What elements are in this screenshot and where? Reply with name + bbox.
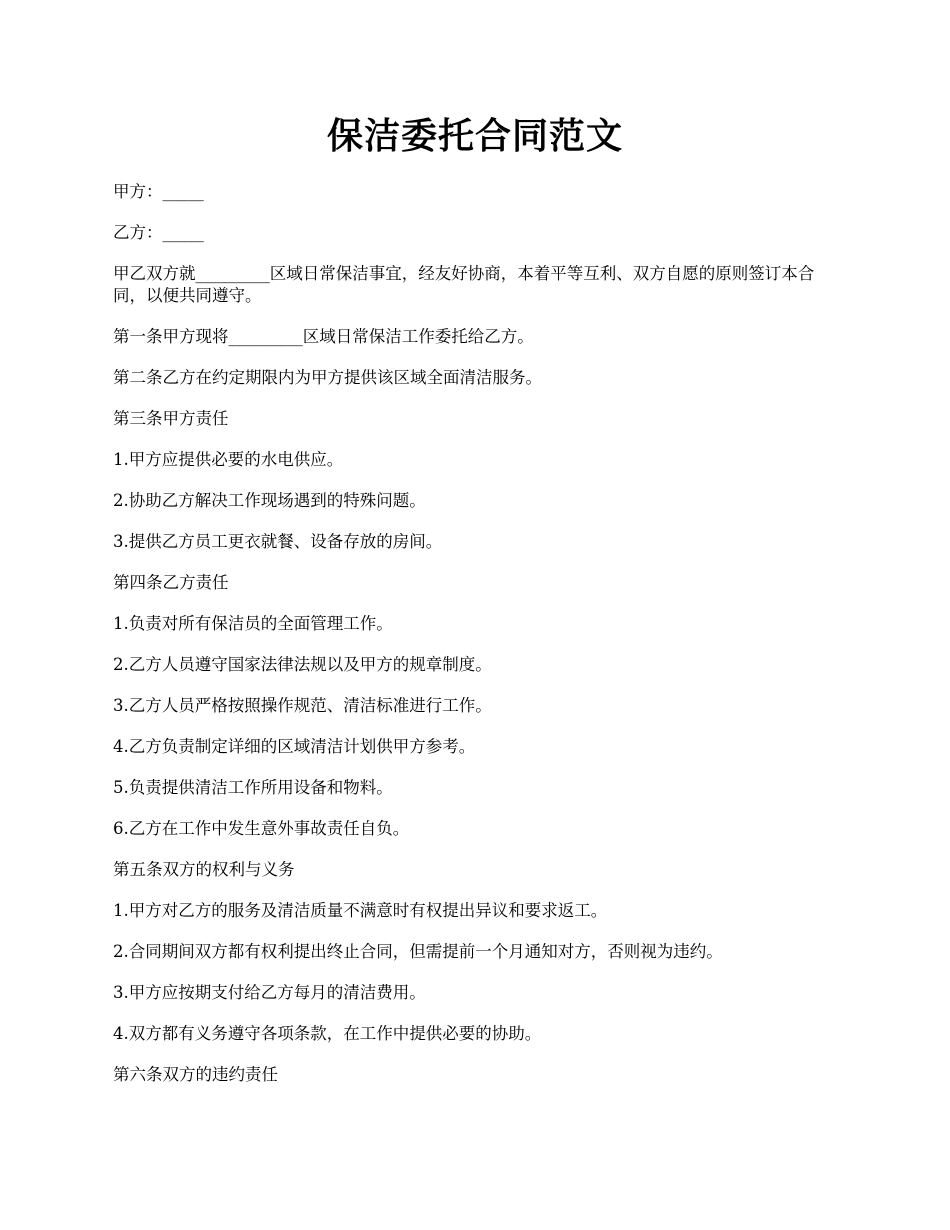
article-4-item-4: 4.乙方负责制定详细的区域清洁计划供甲方参考。 — [113, 737, 476, 756]
party-a-line: 甲方：_____ — [113, 182, 204, 201]
article-4-heading: 第四条乙方责任 — [113, 573, 229, 592]
document-title: 保洁委托合同范文 — [326, 115, 623, 157]
article-4-item-3: 3.乙方人员严格按照操作规范、清洁标准进行工作。 — [113, 696, 492, 715]
article-3-heading: 第三条甲方责任 — [113, 409, 229, 428]
article-5-item-3: 3.甲方应按期支付给乙方每月的清洁费用。 — [113, 983, 426, 1002]
article-5-item-2: 2.合同期间双方都有权利提出终止合同，但需提前一个月通知对方，否则视为违约。 — [113, 942, 723, 961]
article-3-item-3: 3.提供乙方员工更衣就餐、设备存放的房间。 — [113, 532, 443, 551]
article-4-item-5: 5.负责提供清洁工作所用设备和物料。 — [113, 778, 393, 797]
article-4-item-6: 6.乙方在工作中发生意外事故责任自负。 — [113, 819, 410, 838]
article-2: 第二条乙方在约定期限内为甲方提供该区域全面清洁服务。 — [113, 368, 542, 387]
article-5-item-1: 1.甲方对乙方的服务及清洁质量不满意时有权提出异议和要求返工。 — [113, 901, 608, 920]
intro-paragraph: 甲乙双方就_________区域日常保洁事宜，经友好协商，本着平等互利、双方自愿的原则签订本合同，以便共同遵守。 — [113, 264, 815, 305]
article-5-item-4: 4.双方都有义务遵守各项条款，在工作中提供必要的协助。 — [113, 1024, 542, 1043]
party-b-line: 乙方：_____ — [113, 223, 204, 242]
article-3-item-2: 2.协助乙方解决工作现场遇到的特殊问题。 — [113, 491, 426, 510]
article-4-item-2: 2.乙方人员遵守国家法律法规以及甲方的规章制度。 — [113, 655, 492, 674]
article-1: 第一条甲方现将_________区域日常保洁工作委托给乙方。 — [113, 327, 534, 346]
article-5-heading: 第五条双方的权利与义务 — [113, 860, 295, 879]
article-3-item-1: 1.甲方应提供必要的水电供应。 — [113, 450, 344, 469]
article-4-item-1: 1.负责对所有保洁员的全面管理工作。 — [113, 614, 393, 633]
article-6-heading: 第六条双方的违约责任 — [113, 1065, 278, 1084]
document-body — [113, 181, 837, 1105]
